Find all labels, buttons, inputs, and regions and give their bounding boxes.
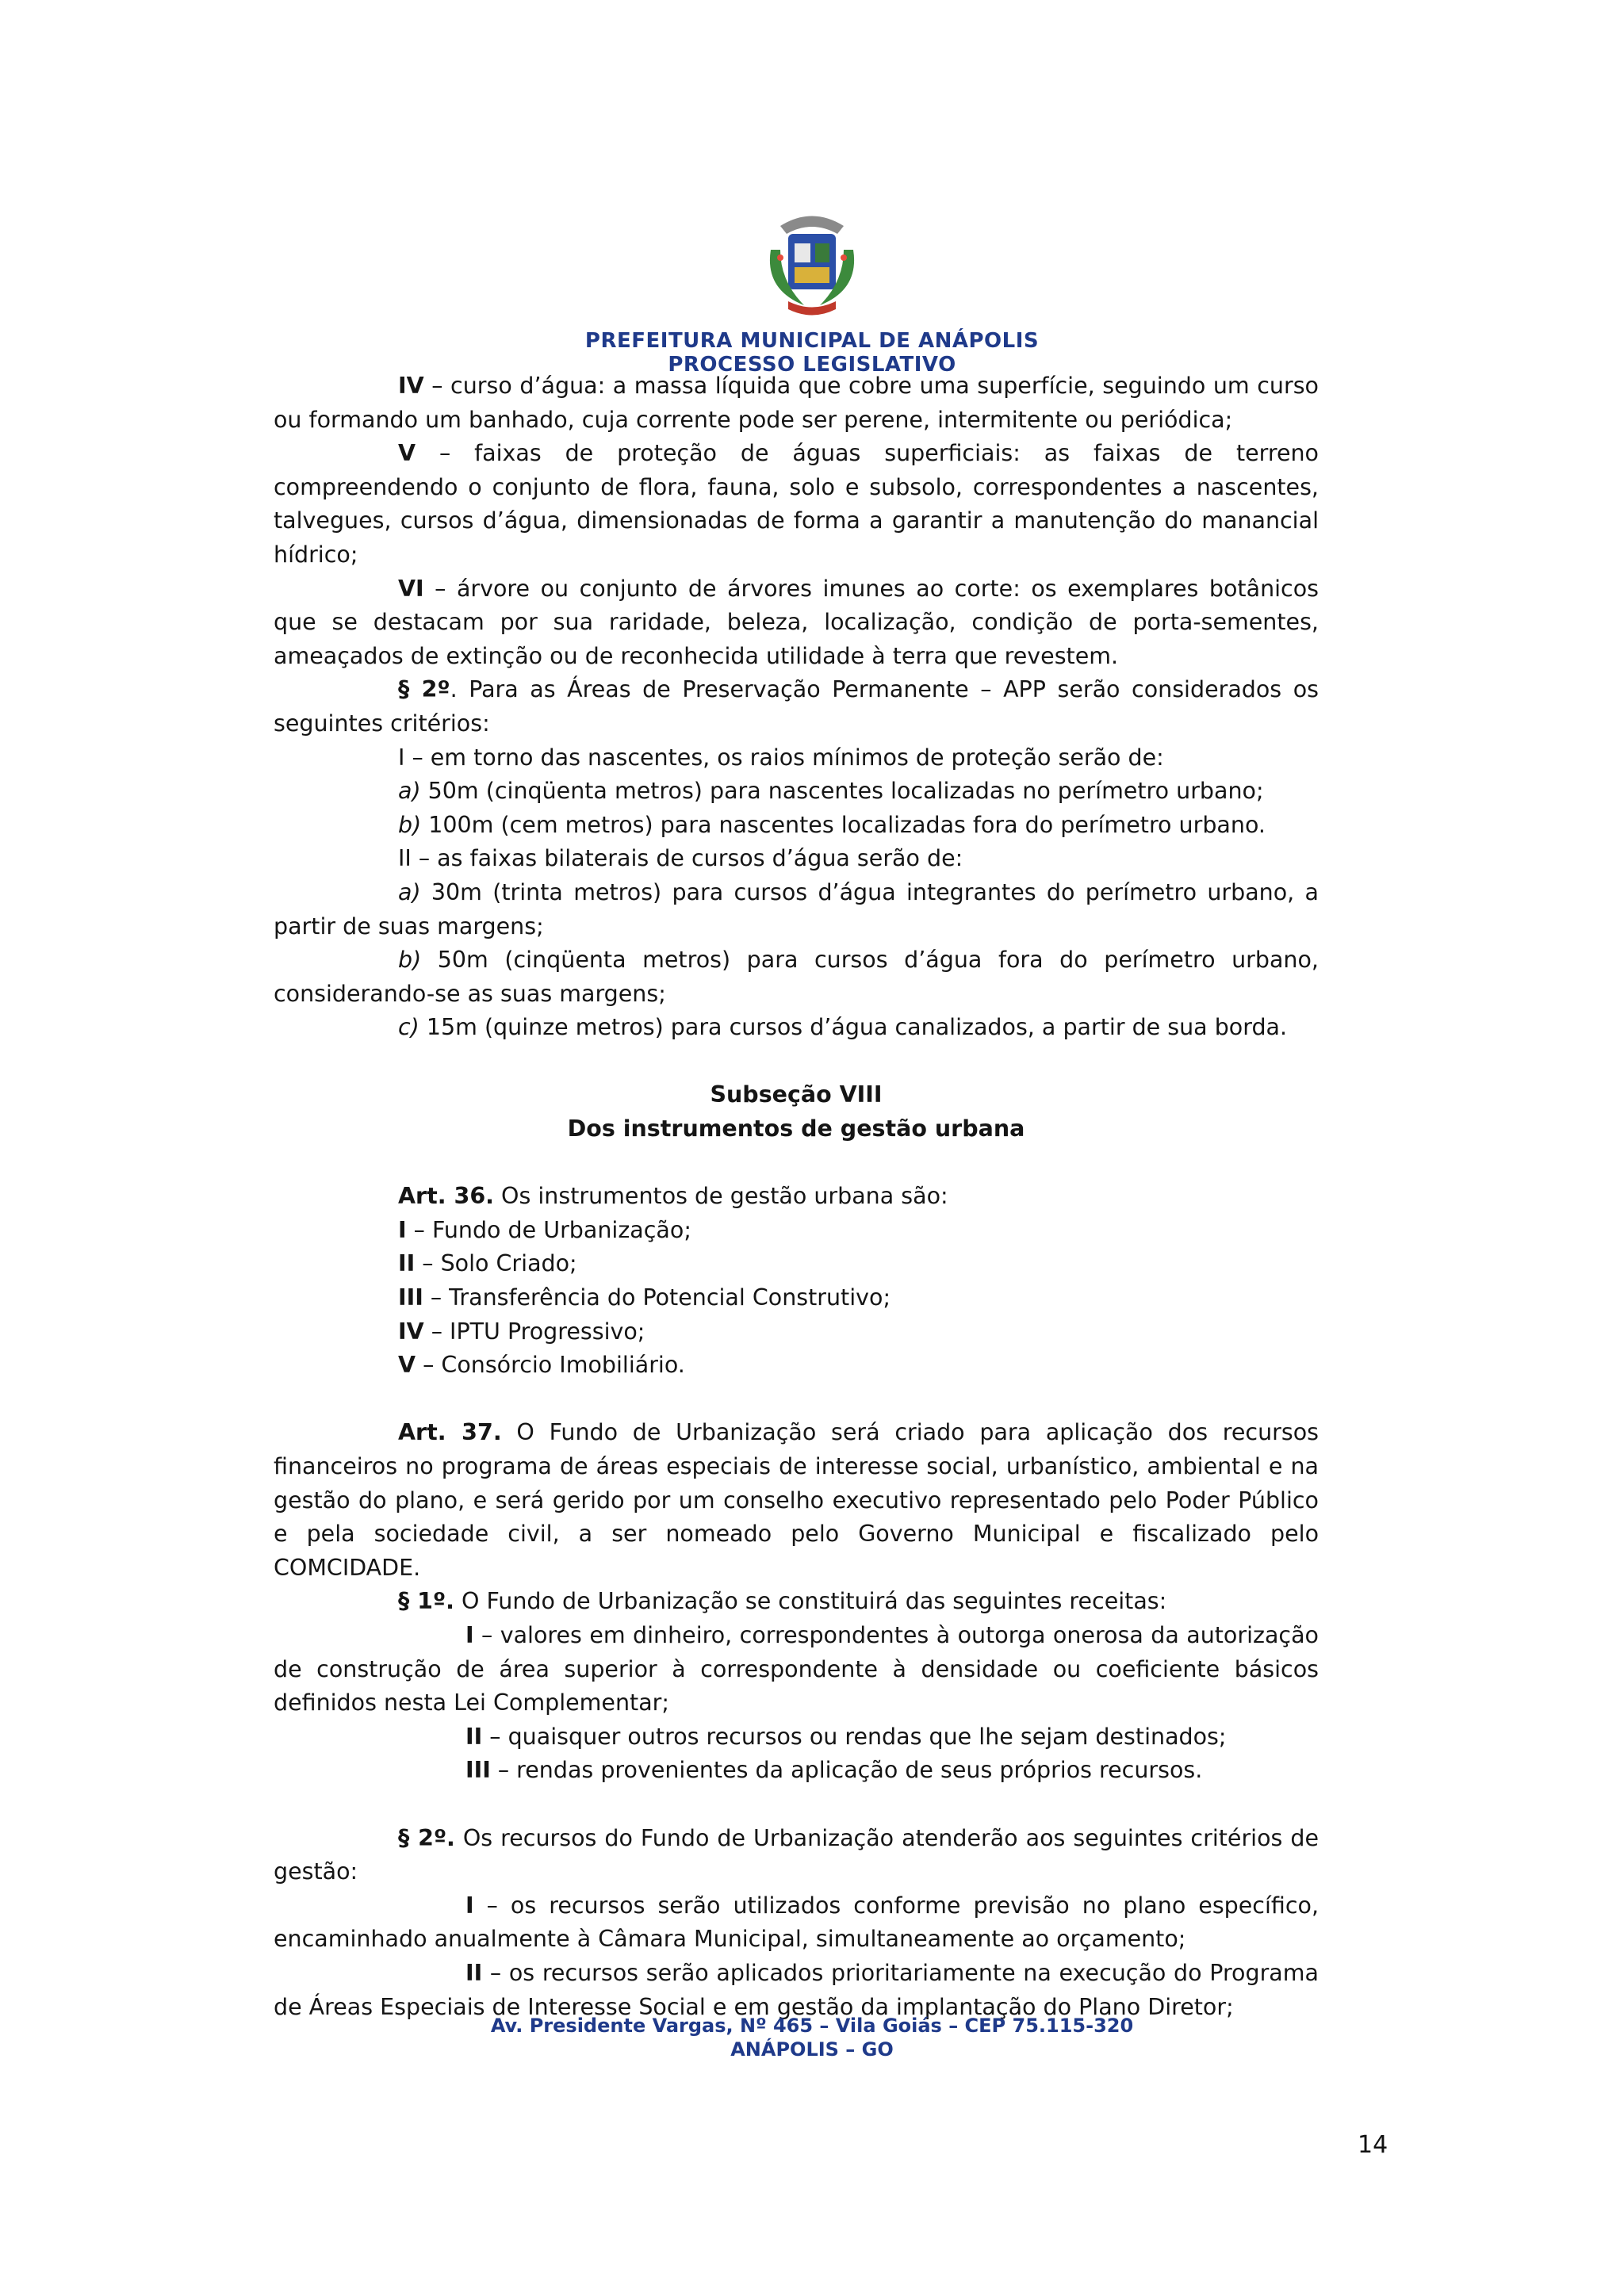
list-item (274, 1315, 1319, 1349)
paragraph-text: O Fundo de Urbanização se constituirá das seguintes receitas: (454, 1588, 1167, 1615)
paragraph (274, 572, 1319, 674)
list-item (274, 1247, 1319, 1281)
list-item (274, 1214, 1319, 1248)
item-label: VI (398, 575, 424, 602)
item-label: II (465, 1723, 483, 1750)
paragraph (274, 1585, 1319, 1619)
paragraph (274, 369, 1319, 437)
paragraph-text: – árvore ou conjunto de árvores imunes ao corte: os exemplares botânicos que se destacam por sua raridade, beleza, localização, condição de porta-sementes, ameaçados de extinção ou de reconhecida utilidade à terra que revestem. (274, 575, 1319, 669)
item-label: II (398, 1250, 416, 1277)
paragraph: I – em torno das nascentes, os raios mínimos de proteção serão de: (398, 744, 1164, 771)
paragraph-text: 50m (cinqüenta metros) para cursos d’água fora do perímetro urbano, considerando-se as suas margens; (274, 947, 1319, 1007)
paragraph (274, 673, 1319, 740)
item-text: – Solo Criado; (415, 1250, 577, 1277)
paragraph-text: 50m (cinqüenta metros) para nascentes localizadas no perímetro urbano; (420, 778, 1264, 805)
org-name: PREFEITURA MUNICIPAL DE ANÁPOLIS (584, 329, 1040, 353)
paragraph-text: – valores em dinheiro, correspondentes à outorga onerosa da autorização de construção de área superior à correspondente à densidade ou coeficiente básicos definidos nesta Lei Complementar; (274, 1621, 1319, 1716)
paragraph (274, 1619, 1319, 1720)
article-label: Art. 36. (398, 1183, 494, 1210)
paragraph (274, 876, 1319, 943)
paragraph-text: 15m (quinze metros) para cursos d’água canalizados, a partir de sua borda. (419, 1014, 1288, 1041)
paragraph-text: – os recursos serão aplicados prioritariamente na execução do Programa de Áreas Especiais de Interesse Social e em gestão da implantação do Plano Diretor; (274, 1959, 1319, 2020)
item-label: a) (398, 878, 421, 905)
paragraph-text: . Para as Áreas de Preservação Permanente – APP serão considerados os seguintes critérios: (274, 676, 1319, 737)
item-label: I (398, 1216, 407, 1243)
paragraph (274, 437, 1319, 572)
paragraph (274, 1011, 1319, 1045)
section-label: § 2º (398, 676, 450, 703)
paragraph-text: 30m (trinta metros) para cursos d’água integrantes do perímetro urbano, a partir de suas margens; (274, 878, 1319, 939)
item-text: – IPTU Progressivo; (423, 1318, 645, 1345)
article-label: Art. 37. (398, 1419, 502, 1446)
page-header (0, 202, 1624, 377)
section-label: § 1º. (398, 1588, 454, 1615)
item-label: b) (398, 811, 422, 838)
paragraph (274, 1754, 1319, 1788)
division-name: PROCESSO LEGISLATIVO (668, 353, 956, 377)
paragraph-text: – os recursos serão utilizados conforme previsão no plano específico, encaminhado anualmente à Câmara Municipal, simultaneamente ao orçamento; (274, 1892, 1319, 1953)
paragraph (274, 1889, 1319, 1957)
article-text: O Fundo de Urbanização será criado para aplicação dos recursos financeiros no programa de áreas especiais de interesse social, urbanístico, ambiental e na gestão do plano, e será gerido por um conselho executivo representado pelo Poder Público e pela sociedade civil, a ser nomeado pelo Governo Municipal e fiscalizado pelo COMCIDADE. (274, 1419, 1319, 1581)
item-label: II (465, 1959, 483, 1986)
list-item (274, 1349, 1319, 1383)
item-label: I (465, 1892, 474, 1919)
article-text: Os instrumentos de gestão urbana são: (493, 1183, 948, 1210)
item-label: I (465, 1621, 474, 1648)
section-label: § 2º. (398, 1824, 455, 1851)
subsection-title: Subseção VIII (710, 1081, 883, 1108)
item-text: – Fundo de Urbanização; (406, 1216, 691, 1243)
item-label: IV (398, 373, 424, 399)
paragraph (274, 775, 1319, 809)
subsection-subtitle: Dos instrumentos de gestão urbana (567, 1115, 1025, 1142)
paragraph (274, 1720, 1319, 1755)
footer-address: Av. Presidente Vargas, Nº 465 – Vila Goiás – CEP 75.115-320 (490, 2015, 1134, 2037)
paragraph-text: – curso d’água: a massa líquida que cobre uma superfície, seguindo um curso ou formando um banhado, cuja corrente pode ser perene, intermitente ou periódica; (274, 373, 1319, 433)
paragraph-text: Os recursos do Fundo de Urbanização atenderão aos seguintes critérios de gestão: (274, 1824, 1319, 1885)
article-paragraph (274, 1416, 1319, 1585)
paragraph-text: – rendas provenientes da aplicação de seus próprios recursos. (490, 1757, 1203, 1784)
paragraph-text: – quaisquer outros recursos ou rendas que lhe sejam destinados; (482, 1723, 1227, 1750)
item-label: b) (398, 947, 422, 974)
paragraph-text: – faixas de proteção de águas superficiais: as faixas de terreno compreendendo o conjunto de flora, fauna, solo e subsolo, correspondentes a nascentes, talvegues, cursos d’água, dimensionadas de forma a garantir a manutenção do manancial hídrico; (274, 440, 1319, 568)
paragraph (274, 1822, 1319, 1889)
document-body (274, 369, 1319, 2024)
municipal-coat-of-arms-icon (749, 202, 875, 329)
item-label: a) (398, 778, 421, 805)
paragraph: II – as faixas bilaterais de cursos d’água serão de: (398, 845, 963, 872)
item-label: III (398, 1284, 423, 1311)
item-text: – Transferência do Potencial Construtivo; (423, 1284, 891, 1311)
item-label: c) (398, 1014, 419, 1041)
paragraph (274, 809, 1319, 843)
item-label: IV (398, 1318, 424, 1345)
article-heading (274, 1180, 1319, 1214)
page-footer (0, 2014, 1624, 2061)
item-label: V (398, 1352, 416, 1379)
footer-city: ANÁPOLIS – GO (730, 2038, 894, 2061)
page-number: 14 (1358, 2131, 1388, 2159)
item-text: – Consórcio Imobiliário. (416, 1352, 685, 1379)
item-label: V (398, 440, 416, 467)
paragraph (274, 943, 1319, 1011)
item-label: III (465, 1757, 491, 1784)
paragraph-text: 100m (cem metros) para nascentes localizadas fora do perímetro urbano. (421, 811, 1266, 838)
list-item (274, 1281, 1319, 1315)
